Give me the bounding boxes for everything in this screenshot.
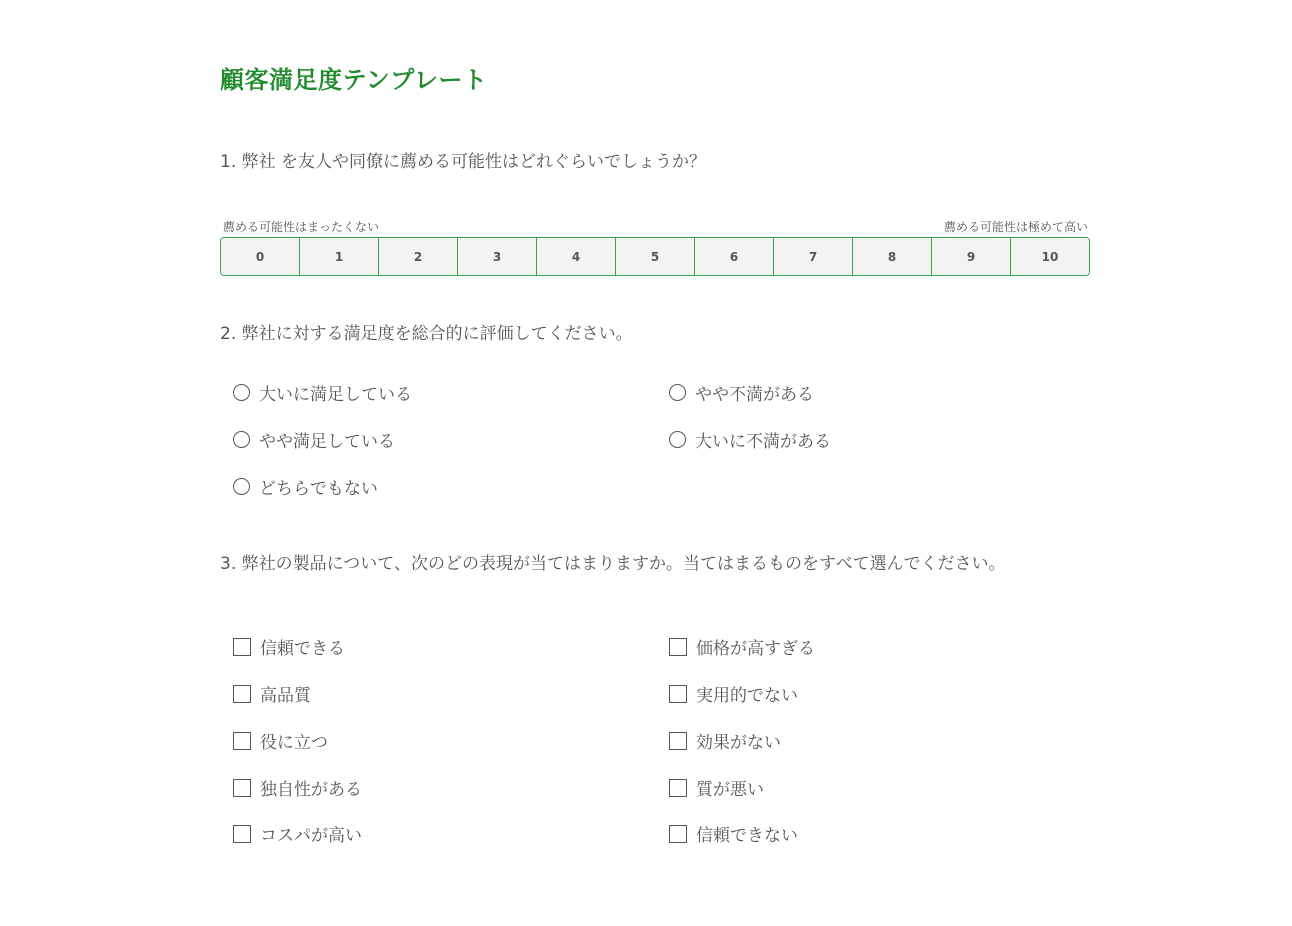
checkbox-option[interactable] bbox=[233, 775, 362, 800]
checkbox[interactable] bbox=[669, 732, 687, 750]
checkbox[interactable] bbox=[669, 685, 687, 703]
nps-option-2[interactable]: 2 bbox=[378, 238, 457, 275]
nps-option-10[interactable]: 10 bbox=[1010, 238, 1089, 275]
checkbox-option-label: 効果がない bbox=[696, 733, 781, 753]
checkbox[interactable] bbox=[233, 779, 251, 797]
checkbox-option[interactable] bbox=[233, 728, 328, 753]
survey-title: 顧客満足度テンプレート bbox=[220, 66, 488, 94]
checkbox-option[interactable] bbox=[233, 681, 311, 706]
radio-option[interactable] bbox=[233, 474, 378, 499]
checkbox[interactable] bbox=[233, 825, 251, 843]
checkbox-option[interactable] bbox=[669, 681, 798, 706]
nps-option-7[interactable]: 7 bbox=[773, 238, 852, 275]
question-1-text: 1. 弊社 を友人や同僚に薦める可能性はどれぐらいでしょうか？ bbox=[220, 152, 707, 172]
checkbox-option-label: コスパが高い bbox=[260, 826, 362, 846]
nps-option-4[interactable]: 4 bbox=[536, 238, 615, 275]
nps-option-3[interactable]: 3 bbox=[457, 238, 536, 275]
radio-option-label: やや満足している bbox=[259, 432, 395, 452]
checkbox[interactable] bbox=[233, 638, 251, 656]
radio-button[interactable] bbox=[669, 431, 686, 448]
checkbox[interactable] bbox=[233, 732, 251, 750]
checkbox-option-label: 役に立つ bbox=[260, 733, 328, 753]
radio-option-label: どちらでもない bbox=[259, 479, 378, 499]
radio-option[interactable] bbox=[669, 380, 814, 405]
radio-option[interactable] bbox=[233, 380, 412, 405]
radio-option[interactable] bbox=[669, 427, 831, 452]
radio-option-label: やや不満がある bbox=[695, 385, 814, 405]
checkbox-option[interactable] bbox=[233, 821, 362, 846]
radio-button[interactable] bbox=[233, 431, 250, 448]
radio-button[interactable] bbox=[233, 384, 250, 401]
checkbox-option-label: 独自性がある bbox=[260, 780, 362, 800]
checkbox-option-label: 価格が高すぎる bbox=[696, 639, 815, 659]
nps-option-1[interactable]: 1 bbox=[299, 238, 378, 275]
question-2-text: 2. 弊社に対する満足度を総合的に評価してください。 bbox=[220, 324, 633, 344]
checkbox-option[interactable] bbox=[669, 821, 798, 846]
nps-option-5[interactable]: 5 bbox=[615, 238, 694, 275]
checkbox[interactable] bbox=[669, 825, 687, 843]
checkbox-option[interactable] bbox=[233, 634, 345, 659]
checkbox-option[interactable] bbox=[669, 775, 764, 800]
checkbox-option-label: 高品質 bbox=[260, 686, 311, 706]
checkbox-option-label: 実用的でない bbox=[696, 686, 798, 706]
radio-button[interactable] bbox=[233, 478, 250, 495]
checkbox-option-label: 信頼できる bbox=[260, 639, 345, 659]
nps-scale bbox=[220, 237, 1090, 276]
scale-low-label: 薦める可能性はまったくない bbox=[223, 220, 380, 234]
radio-option-label: 大いに満足している bbox=[259, 385, 412, 405]
radio-option[interactable] bbox=[233, 427, 395, 452]
nps-option-6[interactable]: 6 bbox=[694, 238, 773, 275]
scale-high-label: 薦める可能性は極めて高い bbox=[943, 220, 1088, 234]
checkbox-option[interactable] bbox=[669, 728, 781, 753]
checkbox-option[interactable] bbox=[669, 634, 815, 659]
checkbox[interactable] bbox=[233, 685, 251, 703]
radio-button[interactable] bbox=[669, 384, 686, 401]
checkbox-option-label: 信頼できない bbox=[696, 826, 798, 846]
question-3-text: 3. 弊社の製品について、次のどの表現が当てはまりますか。当てはまるものをすべて選んでください。 bbox=[220, 554, 1006, 574]
nps-option-0[interactable]: 0 bbox=[221, 238, 299, 275]
nps-option-9[interactable]: 9 bbox=[931, 238, 1010, 275]
checkbox-option-label: 質が悪い bbox=[696, 780, 764, 800]
checkbox[interactable] bbox=[669, 638, 687, 656]
nps-option-8[interactable]: 8 bbox=[852, 238, 931, 275]
checkbox[interactable] bbox=[669, 779, 687, 797]
radio-option-label: 大いに不満がある bbox=[695, 432, 831, 452]
